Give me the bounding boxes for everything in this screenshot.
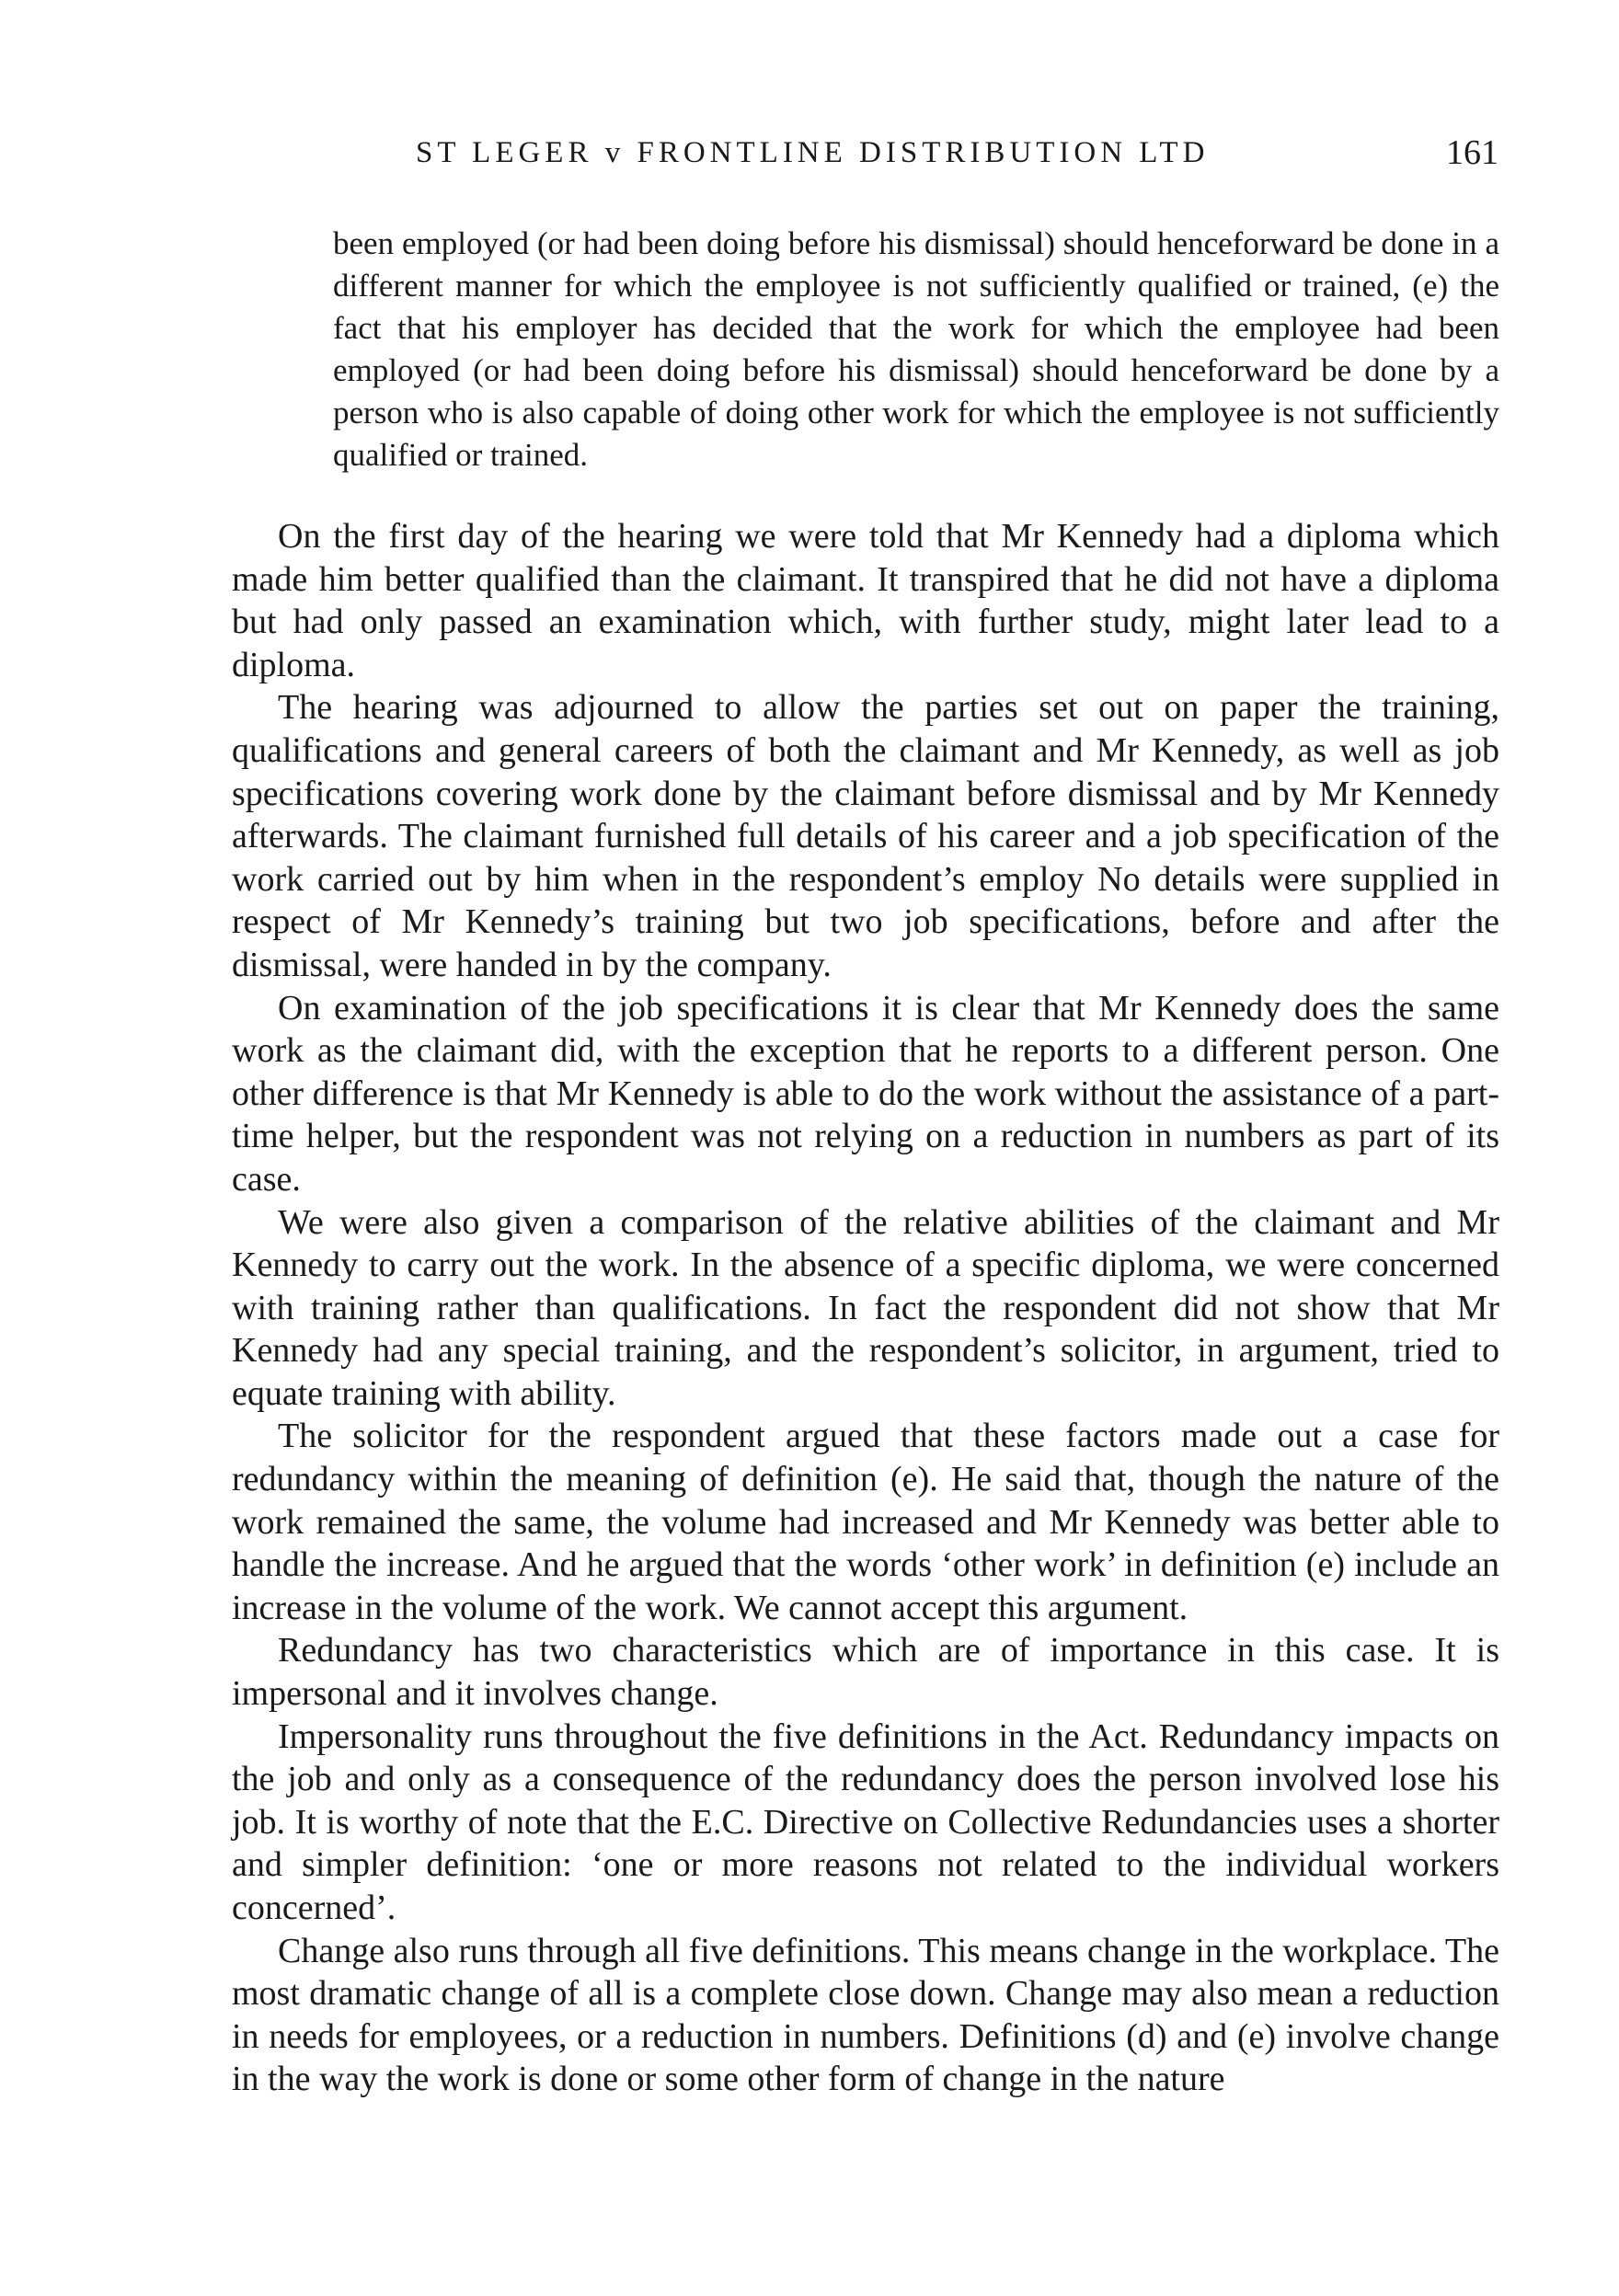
paragraph: Change also runs through all five definitions. This means change in the workplace. The most dramatic change of all is a complete close down. Change may also mean a reduction in needs for employees, or a reduction in numbers. Definitions (d) and (e) involve change in the way the work is done or some other form of change in the nature xyxy=(232,1931,1499,2099)
paragraph: The hearing was adjourned to allow the parties set out on paper the training, qualifications and general careers of both the claimant and Mr Kennedy, as well as job specifications covering work done by the claimant before dismissal and by Mr Kennedy afterwards. The claimant furnished full details of his career and a job specification of the work carried out by him when in the respondent’s employ No details were supplied in respect of Mr Kennedy’s training but two job specifications, before and after the dismissal, were handed in by the company. xyxy=(232,688,1499,984)
paragraph: We were also given a comparison of the relative abilities of the claimant and Mr Kennedy to carry out the work. In the absence of a specific diploma, we were concerned with training rather than qualifications. In fact the respondent did not show that Mr Kennedy had any special training, and the respondent’s solicitor, in argument, tried to equate training with ability. xyxy=(232,1202,1499,1413)
paragraph: Impersonality runs throughout the five definitions in the Act. Redundancy impacts on the job and only as a consequence of the redundancy does the person involved lose his job. It is worthy of note that the E.C. Directive on Collective Redundancies uses a shorter and simpler definition: ‘one or more reasons not related to the individual workers concerned’. xyxy=(232,1716,1499,1927)
running-title: ST LEGER v FRONTLINE DISTRIBUTION LTD xyxy=(416,136,1210,169)
paragraph: On examination of the job specifications it is clear that Mr Kennedy does the same work as the claimant did, with the exception that he reports to a different person. One other difference is that Mr Kennedy is able to do the work without the assistance of a part-time helper, but the respondent was not relying on a reduction in numbers as part of its case. xyxy=(232,988,1499,1199)
body-text xyxy=(232,515,1499,2101)
statutory-quote: been employed (or had been doing before his dismissal) should henceforward be done in a different manner for which the employee is not sufficiently qualified or trained, (e) the fact that his employer has decided that the work for which the employee had been employed (or had been doing before his dismissal) should henceforward be done by a person who is also capable of doing other work for which the employee is not sufficiently qualified or trained. xyxy=(333,225,1499,473)
paragraph: Redundancy has two characteristics which are of importance in this case. It is impersonal and it involves change. xyxy=(232,1631,1499,1714)
page-number: 161 xyxy=(1446,133,1498,172)
paragraph: On the first day of the hearing we were told that Mr Kennedy had a diploma which made him better qualified than the claimant. It transpired that he did not have a diploma but had only passed an examination which, with further study, might later lead to a diploma. xyxy=(232,517,1499,684)
paragraph: The solicitor for the respondent argued that these factors made out a case for redundancy within the meaning of definition (e). He said that, though the nature of the work remained the same, the volume had increased and Mr Kennedy was better able to handle the increase. And he argued that the words ‘other work’ in definition (e) include an increase in the volume of the work. We cannot accept this argument. xyxy=(232,1417,1499,1627)
